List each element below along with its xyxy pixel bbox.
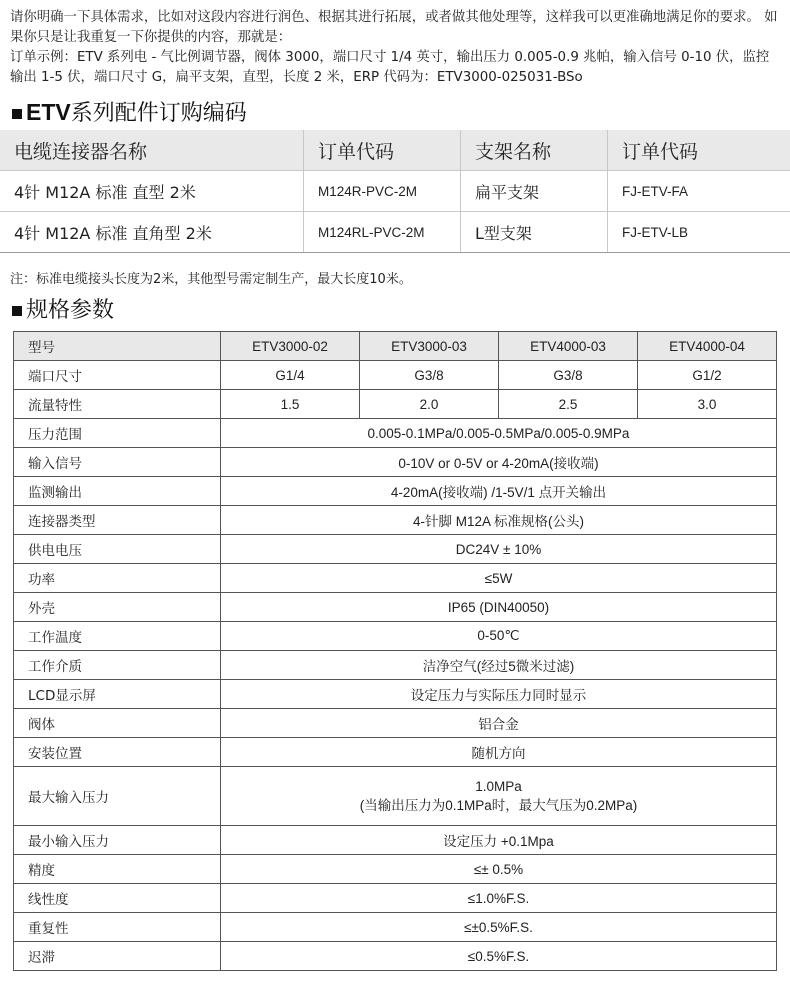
spec-label: 线性度 (14, 884, 221, 913)
order-section-title (12, 96, 247, 127)
table-row (14, 942, 777, 971)
table-row (14, 593, 777, 622)
spec-value: ≤± 0.5% (221, 855, 777, 884)
order-title-prefix: ETV (26, 99, 71, 125)
spec-value: 4-20mA(接收端) /1-5V/1 点开关输出 (221, 477, 777, 506)
spec-label: 精度 (14, 855, 221, 884)
model-name: ETV3000-02 (221, 332, 360, 361)
spec-title-text: 规格参数 (26, 298, 115, 323)
cable-note: 注：标准电缆接头长度为2米，其他型号需定制生产，最大长度10米。 (10, 272, 412, 287)
bracket-name: L型支架 (461, 212, 608, 253)
spec-value: 0-10V or 0-5V or 4-20mA(接收端) (221, 448, 777, 477)
square-bullet-icon (12, 109, 22, 119)
bracket-name: 扁平支架 (461, 171, 608, 212)
spec-label: LCD显示屏 (14, 680, 221, 709)
spec-label: 监测输出 (14, 477, 221, 506)
spec-row-flow (14, 390, 777, 419)
spec-value: DC24V ± 10% (221, 535, 777, 564)
model-name: ETV4000-03 (499, 332, 638, 361)
spec-label: 安装位置 (14, 738, 221, 767)
order-header-bracket: 支架名称 (461, 130, 608, 171)
spec-value: 铝合金 (221, 709, 777, 738)
spec-value: ≤5W (221, 564, 777, 593)
spec-value: G3/8 (360, 361, 499, 390)
spec-label: 功率 (14, 564, 221, 593)
intro-text (10, 8, 780, 88)
table-row (14, 564, 777, 593)
spec-value: ≤1.0%F.S. (221, 884, 777, 913)
table-row (14, 477, 777, 506)
intro-line-1: 请你明确一下具体需求，比如对这段内容进行润色、根据其进行拓展，或者做其他处理等，这样我可以更准确地满足你的要求。 如果你只是让我重复一下你提供的内容，那就是： (10, 10, 778, 45)
table-row (0, 212, 790, 253)
spec-row-port (14, 361, 777, 390)
bracket-code: FJ-ETV-FA (608, 171, 790, 212)
order-header-code-1: 订单代码 (304, 130, 461, 171)
spec-value: 0-50℃ (221, 622, 777, 651)
order-table-header (0, 130, 790, 171)
table-row (14, 738, 777, 767)
spec-value: G1/2 (638, 361, 777, 390)
spec-value: 随机方向 (221, 738, 777, 767)
cable-name: 4针 M12A 标准 直型 2米 (0, 171, 304, 212)
table-row (14, 826, 777, 855)
spec-label: 迟滞 (14, 942, 221, 971)
spec-value: 2.0 (360, 390, 499, 419)
spec-label: 工作温度 (14, 622, 221, 651)
spec-label: 流量特性 (14, 390, 221, 419)
spec-value: 3.0 (638, 390, 777, 419)
spec-value: 洁净空气(经过5微米过滤) (221, 651, 777, 680)
spec-value: 1.0MPa (475, 778, 522, 794)
spec-label: 连接器类型 (14, 506, 221, 535)
spec-label: 压力范围 (14, 419, 221, 448)
spec-value: IP65 (DIN40050) (221, 593, 777, 622)
spec-label: 供电电压 (14, 535, 221, 564)
bracket-code: FJ-ETV-LB (608, 212, 790, 253)
order-table (0, 130, 790, 253)
table-row (14, 709, 777, 738)
model-name: ETV3000-03 (360, 332, 499, 361)
model-name: ETV4000-04 (638, 332, 777, 361)
spec-label: 输入信号 (14, 448, 221, 477)
table-row (14, 535, 777, 564)
table-row (14, 651, 777, 680)
cable-code: M124R-PVC-2M (304, 171, 461, 212)
table-row (14, 855, 777, 884)
spec-label: 最小输入压力 (14, 826, 221, 855)
spec-label: 外壳 (14, 593, 221, 622)
order-header-cable: 电缆连接器名称 (0, 130, 304, 171)
table-row (0, 171, 790, 212)
spec-value: ≤0.5%F.S. (221, 942, 777, 971)
spec-value: 设定压力 +0.1Mpa (221, 826, 777, 855)
spec-value: 设定压力与实际压力同时显示 (221, 680, 777, 709)
spec-label: 阀体 (14, 709, 221, 738)
spec-value: G1/4 (221, 361, 360, 390)
table-row (14, 680, 777, 709)
table-row (14, 448, 777, 477)
cable-name: 4针 M12A 标准 直角型 2米 (0, 212, 304, 253)
spec-value: 4-针脚 M12A 标准规格(公头) (221, 506, 777, 535)
table-row (14, 506, 777, 535)
square-bullet-icon (12, 306, 22, 316)
order-header-code-2: 订单代码 (608, 130, 790, 171)
table-row (14, 767, 777, 826)
order-title-text: 系列配件订购编码 (70, 101, 247, 126)
spec-label: 型号 (14, 332, 221, 361)
spec-label: 重复性 (14, 913, 221, 942)
spec-value: G3/8 (499, 361, 638, 390)
spec-section-title (12, 293, 114, 324)
spec-label: 端口尺寸 (14, 361, 221, 390)
cable-code: M124RL-PVC-2M (304, 212, 461, 253)
spec-value-multiline (221, 767, 777, 826)
spec-label: 工作介质 (14, 651, 221, 680)
intro-line-2: 订单示例：ETV 系列电 - 气比例调节器，阀体 3000，端口尺寸 1/4 英寸，输出压力 0.005-0.9 兆帕，输入信号 0-10 伏，监控输出 1-5 伏，端口尺寸 G，扁平支架，直型，长度 2 米，ERP 代码为：ETV3000-025031-BSo (10, 50, 770, 85)
spec-table (13, 331, 777, 971)
spec-header-row (14, 332, 777, 361)
spec-label: 最大输入压力 (14, 767, 221, 826)
spec-value-note: (当输出压力为0.1MPa时，最大气压为0.2MPa) (359, 797, 638, 813)
spec-value: 0.005-0.1MPa/0.005-0.5MPa/0.005-0.9MPa (221, 419, 777, 448)
table-row (14, 913, 777, 942)
spec-value: ≤±0.5%F.S. (221, 913, 777, 942)
spec-value: 2.5 (499, 390, 638, 419)
table-row (14, 622, 777, 651)
table-row (14, 419, 777, 448)
table-row (14, 884, 777, 913)
spec-value: 1.5 (221, 390, 360, 419)
